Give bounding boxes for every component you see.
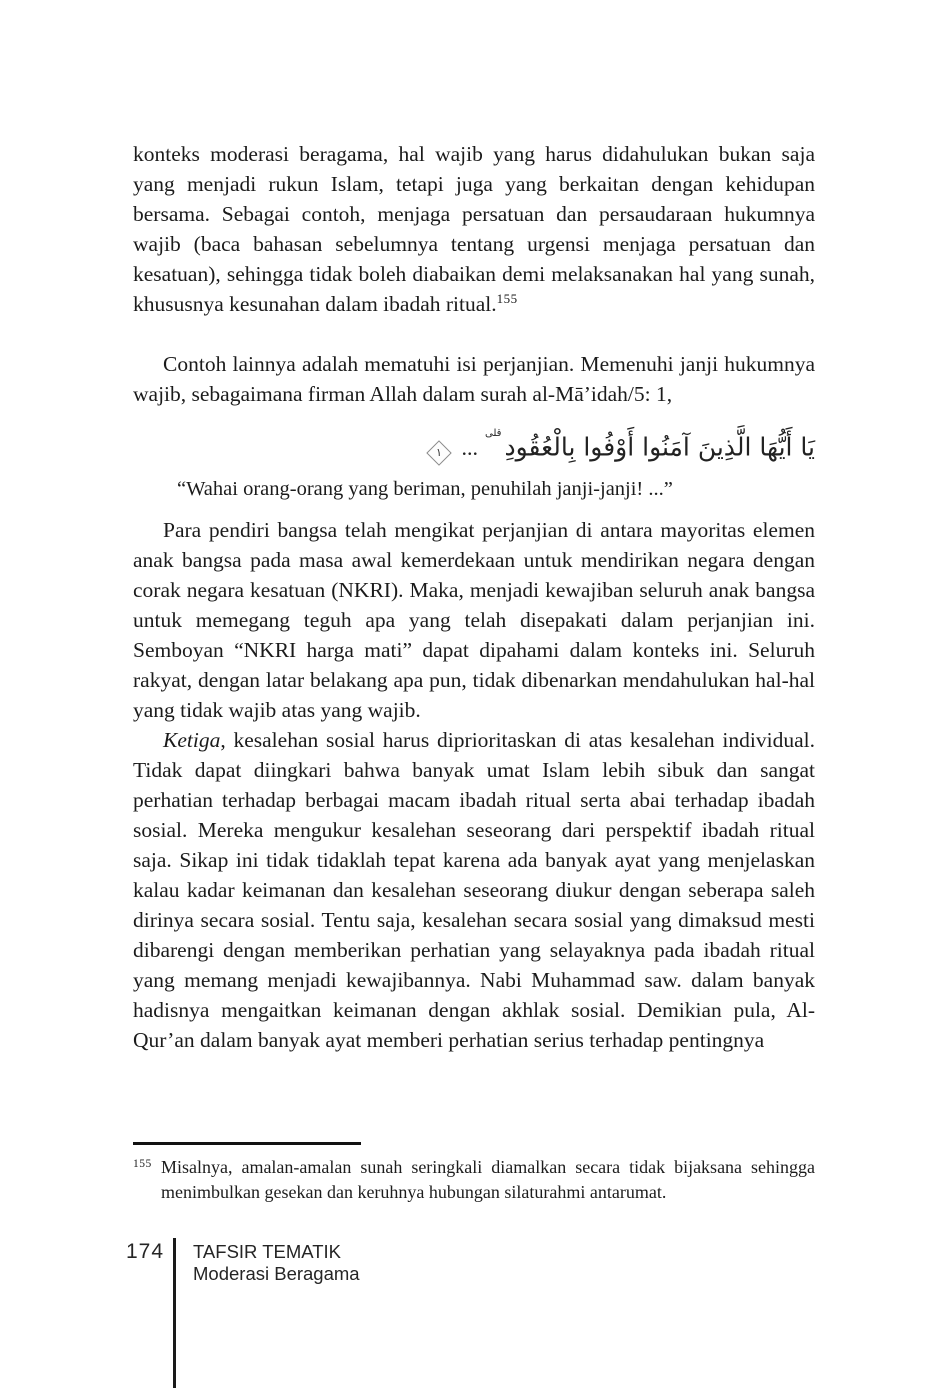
footnote xyxy=(133,1155,815,1205)
quran-verse xyxy=(133,427,815,465)
paragraph-3: Para pendiri bangsa telah mengikat perjanjian di antara mayoritas elemen anak bangsa pada masa awal kemerdekaan untuk mendirikan negara dengan corak negara kesatuan (NKRI). Maka, menjadi kewajiban seluruh anak bangsa untuk memegang teguh apa yang telah disepakati dalam perjanjian ini. Semboyan “NKRI harga mati” dapat dipahami dalam konteks ini. Seluruh rakyat, dengan latar belakang apa pun, tidak dibenarkan mendahulukan hal-hal yang tidak wajib atas yang wajib. xyxy=(133,518,815,723)
footnote-ref-marker: 155 xyxy=(496,290,518,306)
paragraph-4 xyxy=(133,725,815,1055)
book-subtitle: Moderasi Beragama xyxy=(193,1263,360,1284)
paragraph-2: Contoh lainnya adalah mematuhi isi perjanjian. Memenuhi janji hukumnya wajib, sebagaimana firman Allah dalam surah al-Mā’idah/5: 1, xyxy=(133,352,815,406)
verse-translation-quote: “Wahai orang-orang yang beriman, penuhilah janji-janji! ...” xyxy=(177,478,673,501)
verse-ellipsis: ... xyxy=(461,435,479,461)
paragraph-4-lead-italic: Ketiga xyxy=(163,728,221,753)
footnote-number: 155 xyxy=(133,1158,152,1170)
footnote-text: Misalnya, amalan-amalan sunah seringkali diamalkan secara tidak bijaksana sehingga menimbulkan gesekan dan keruhnya hubungan silaturahmi antarumat. xyxy=(161,1157,815,1202)
page-number: 174 xyxy=(126,1240,165,1263)
body-text-block xyxy=(133,139,815,1055)
ayah-number: ١ xyxy=(435,446,442,460)
footer-titles xyxy=(193,1241,360,1285)
paragraph-1-text: konteks moderasi beragama, hal wajib yang harus didahulukan bukan saja yang menjadi rukun Islam, tetapi juga yang berkaitan dengan kehidupan bersama. Sebagai contoh, menjaga persatuan dan persaudaraan hukumnya wajib (baca bahasan sebelumnya tentang urgensi menjaga persatuan dan kesatuan), sehingga tidak boleh diabaikan demi melaksanakan hal yang sunah, khususnya kesunahan dalam ibadah ritual. xyxy=(133,142,815,316)
footer-divider-rule xyxy=(173,1238,176,1388)
book-title: TAFSIR TEMATIK xyxy=(193,1241,342,1262)
footnote-block xyxy=(133,1142,815,1205)
paragraph-4-text: , kesalehan sosial harus diprioritaskan di atas kesalehan individual. Tidak dapat diingkari bahwa banyak umat Islam lebih sibuk dan sangat perhatian terhadap berbagai macam ibadah ritual serta abai terhadap ibadah sosial. Mereka mengukur kesalehan seseorang dari perspektif ibadah ritual saja. Sikap ini tidak tidaklah tepat karena ada banyak ayat yang menjelaskan kalau kadar keimanan dan kesalehan seseorang diukur dengan seberapa saleh dirinya secara sosial. Tentu saja, kesalehan secara sosial yang dimaksud mesti dibarengi dengan memberikan perhatian yang selayaknya pada ibadah ritual yang memang menjadi kewajibannya. Nabi Muhammad saw. dalam banyak hadisnya mengaitkan keimanan dengan akhlak sosial. Demikian pula, Al-Qur’an dalam banyak ayat memberi perhatian serius terhadap pentingnya xyxy=(133,728,815,1053)
paragraph-1 xyxy=(133,139,815,319)
waqf-mark: قلى xyxy=(485,428,502,439)
ayah-end-marker xyxy=(426,441,451,466)
footnote-rule xyxy=(133,1142,361,1145)
quran-verse-arabic: يَا أَيُّهَا الَّذِينَ آمَنُوا أَوْفُوا بِالْعُقُودِ xyxy=(504,432,815,462)
